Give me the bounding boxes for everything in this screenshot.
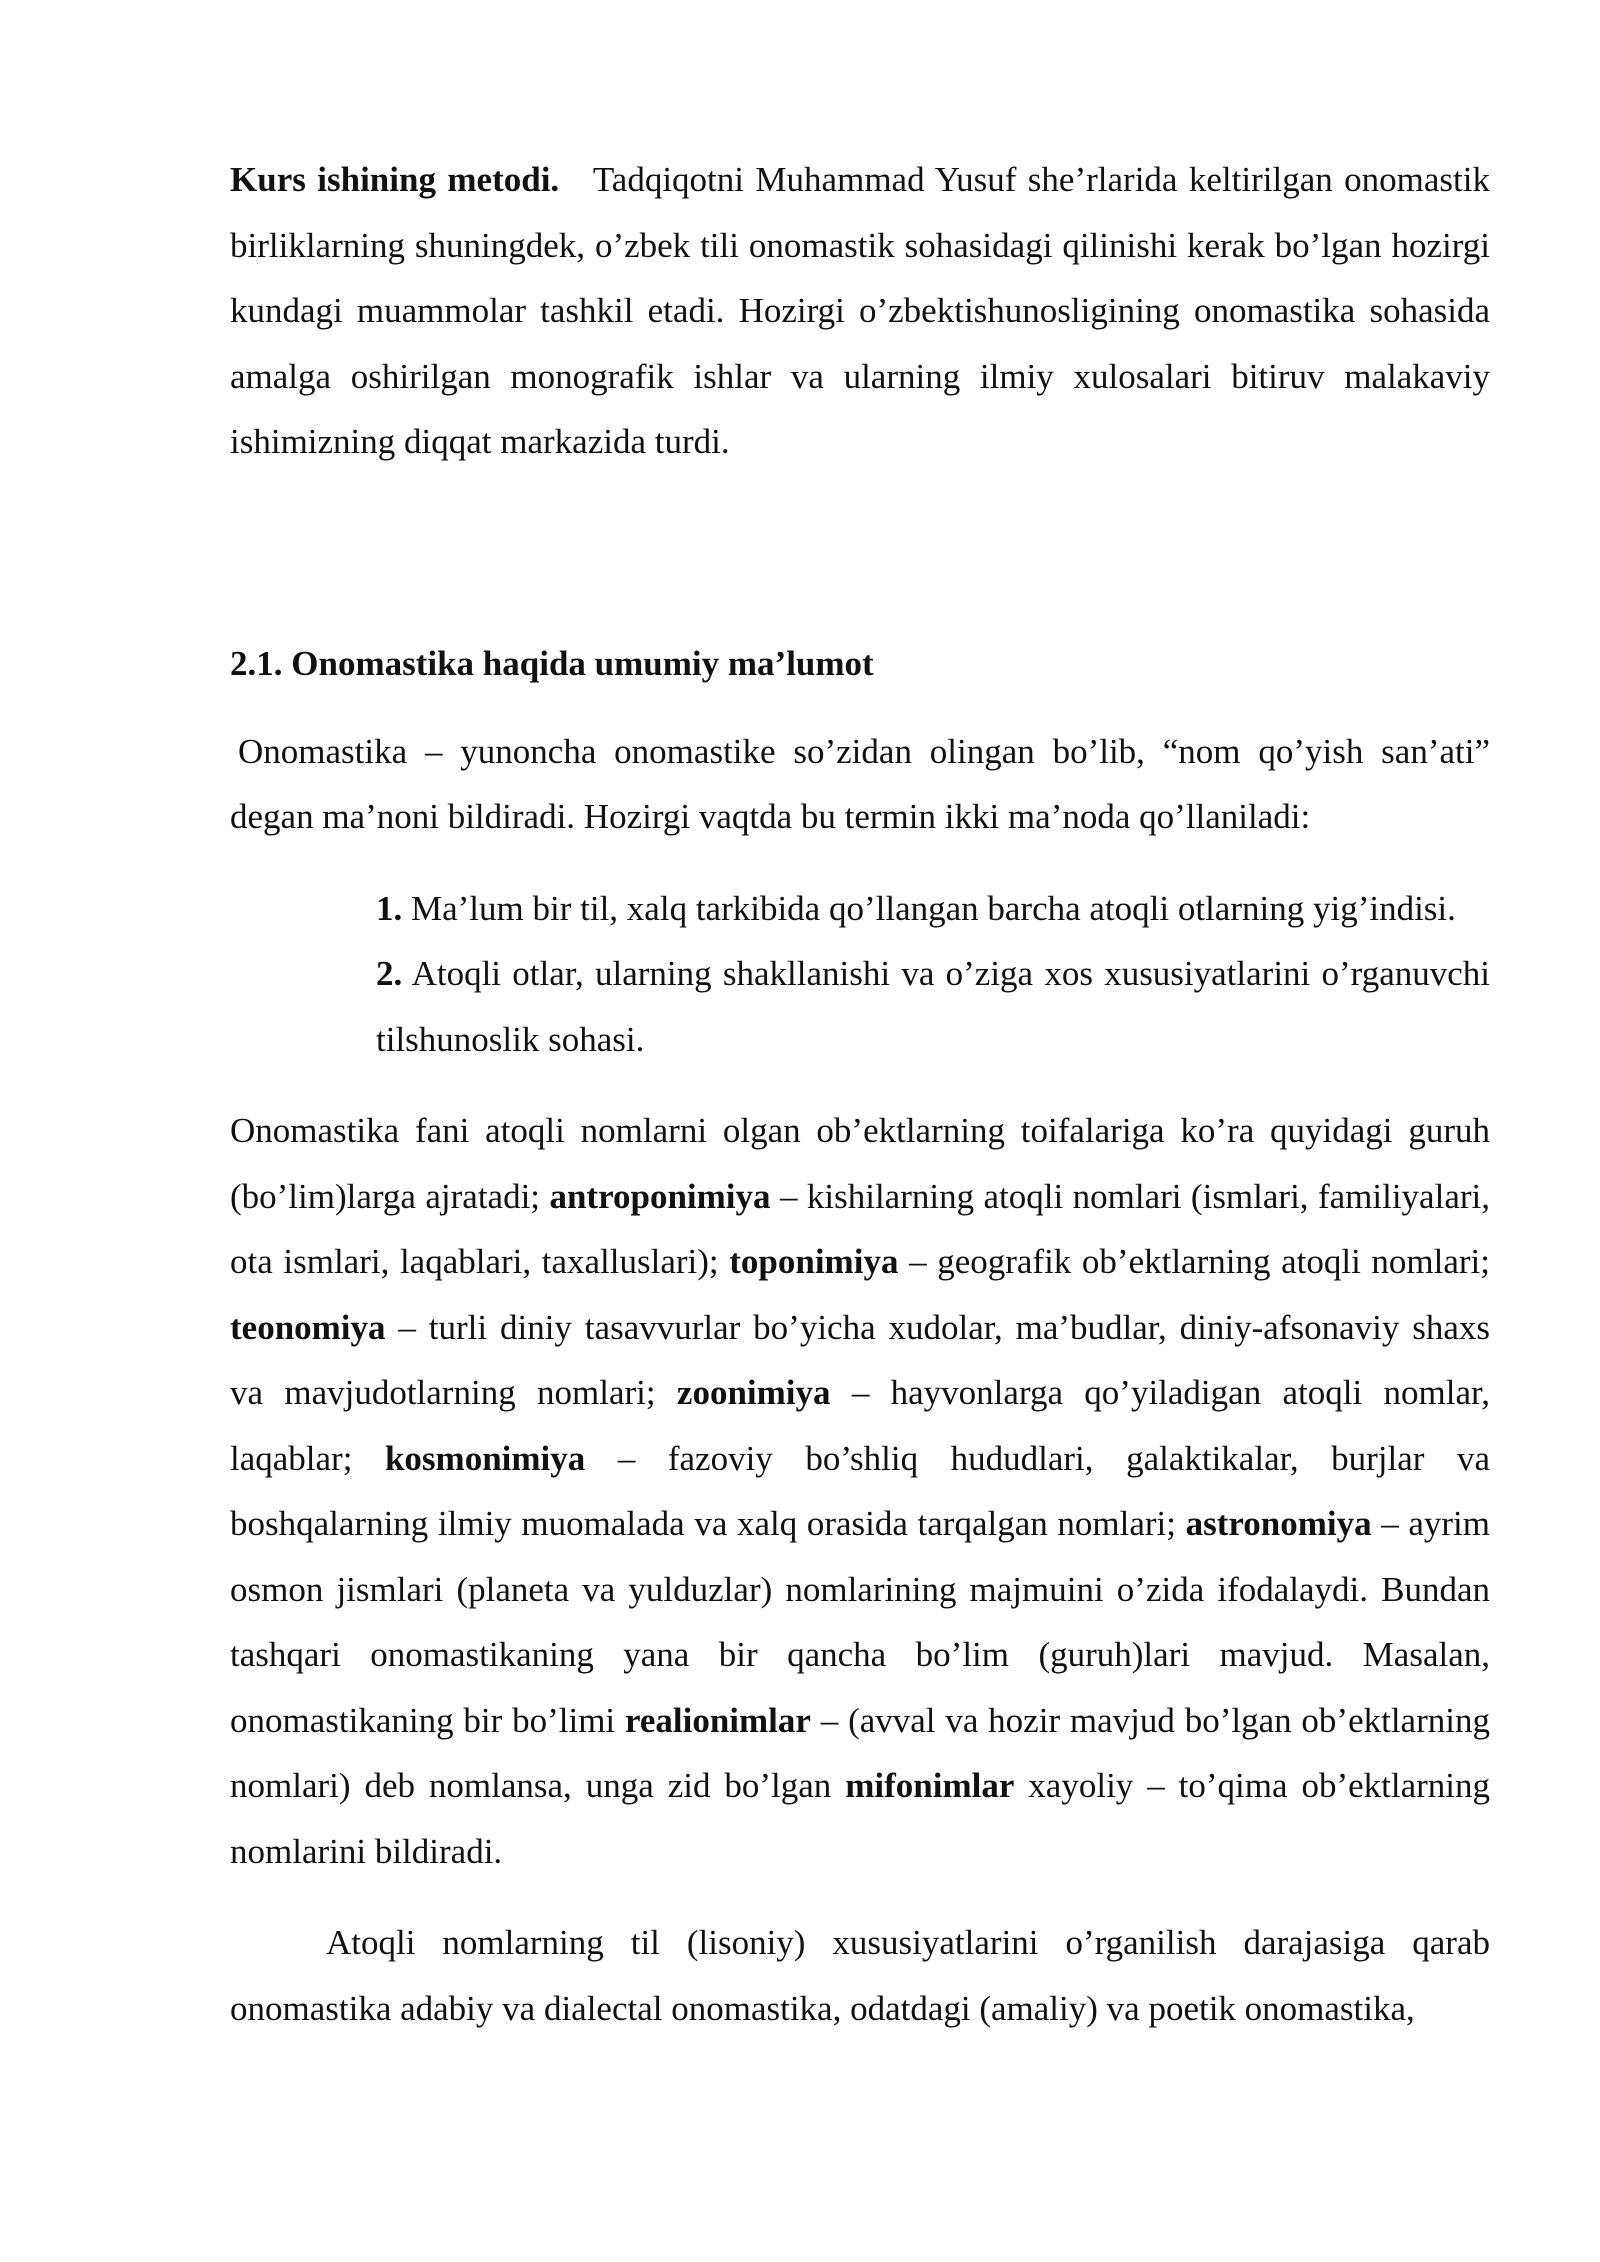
term-mifonimlar: mifonimlar bbox=[845, 1766, 1015, 1805]
text-run: – fazoviy bo’shliq hududlari, galaktikalar, burjlar va boshqalarning ilmiy muomalada va xalq orasida tarqalgan nomlari; bbox=[230, 1438, 1490, 1543]
list-item-text: Ma’lum bir til, xalq tarkibida qo’llangan barcha atoqli otlarning yig’indisi. bbox=[411, 888, 1456, 928]
term-antroponimiya: antroponimiya bbox=[549, 1176, 771, 1216]
meanings-list bbox=[230, 876, 1490, 1073]
types-paragraph bbox=[230, 1098, 1490, 1884]
term-toponimiya: toponimiya bbox=[729, 1242, 899, 1281]
list-item bbox=[376, 941, 1490, 1072]
text-run: – hayvonlarga qo’yiladigan atoqli nomlar, laqablar; bbox=[230, 1373, 1491, 1478]
method-paragraph bbox=[230, 147, 1490, 475]
method-text: Tadqiqotni Muhammad Yusuf she’rlarida keltirilgan onomastik birliklarning shuningdek, o’zbek tili onomastik sohasidagi qilinishi kerak bo’lgan hozirgi kundagi muammolar tashkil etadi. Hozirgi o’zbektishunosligining onomastika sohasida amalga oshirilgan monografik ishlar va ularning ilmiy xulosalari bitiruv malakaviy ishimizning diqqat markazida turdi. bbox=[230, 160, 1490, 461]
method-lead: Kurs ishining metodi. bbox=[230, 160, 560, 199]
list-item-text: Atoqli otlar, ularning shakllanishi va o’ziga xos xususiyatlarini o’rganuvchi tilshunoslik sohasi. bbox=[376, 954, 1490, 1059]
text-run: Onomastika fani atoqli nomlarni olgan ob’ektlarning toifalariga ko’ra quyidagi guruh (bo’lim)larga ajratadi; bbox=[230, 1111, 1490, 1216]
term-realionimlar: realionimlar bbox=[624, 1700, 811, 1740]
definition-paragraph: Onomastika – yunoncha onomastike so’zidan olingan bo’lib, “nom qo’yish san’ati” degan ma’noni bildiradi. Hozirgi vaqtda bu termin ikki ma’noda qo’llaniladi: bbox=[230, 731, 1490, 836]
text-run: – turli diniy tasavvurlar bo’yicha xudolar, ma’budlar, diniy-afsonaviy shaxs va mavjudotlarning nomlari; bbox=[230, 1307, 1490, 1412]
term-teonomiya: teonomiya bbox=[230, 1307, 386, 1347]
text-run: – ayrim osmon jismlari (planeta va yulduzlar) nomlarining majmuini o’zida ifodalaydi. Bundan tashqari onomastikaning yana bir qancha bo’lim (guruh)lari mavjud. Masalan, onomastikaning bir bo’limi bbox=[230, 1504, 1491, 1740]
text-run: – (avval va hozir mavjud bo’lgan ob’ektlarning nomlari) deb nomlansa, unga zid bo’lgan bbox=[230, 1700, 1490, 1805]
text-run: – kishilarning atoqli nomlari (ismlari, familiyalari, ota ismlari, laqablari, taxalluslari); bbox=[230, 1176, 1490, 1281]
list-item bbox=[376, 876, 1490, 942]
text-run: xayoliy – to’qima ob’ektlarning nomlarini bildiradi. bbox=[230, 1766, 1490, 1871]
term-kosmonimiya: kosmonimiya bbox=[384, 1438, 586, 1478]
list-number: 2. bbox=[376, 954, 403, 993]
term-zoonimiya: zoonimiya bbox=[676, 1373, 831, 1412]
last-paragraph: Atoqli nomlarning til (lisoniy) xususiyatlarini o’rganilish darajasiga qarab onomastika adabiy va dialectal onomastika, odatdagi (amaliy) va poetik onomastika, bbox=[230, 1923, 1490, 2028]
text-run: – geografik ob’ektlarning atoqli nomlari; bbox=[898, 1242, 1490, 1281]
term-astronomiya: astronomiya bbox=[1185, 1504, 1372, 1543]
section-heading: 2.1. Onomastika haqida umumiy ma’lumot bbox=[230, 643, 874, 683]
list-number: 1. bbox=[376, 888, 403, 928]
